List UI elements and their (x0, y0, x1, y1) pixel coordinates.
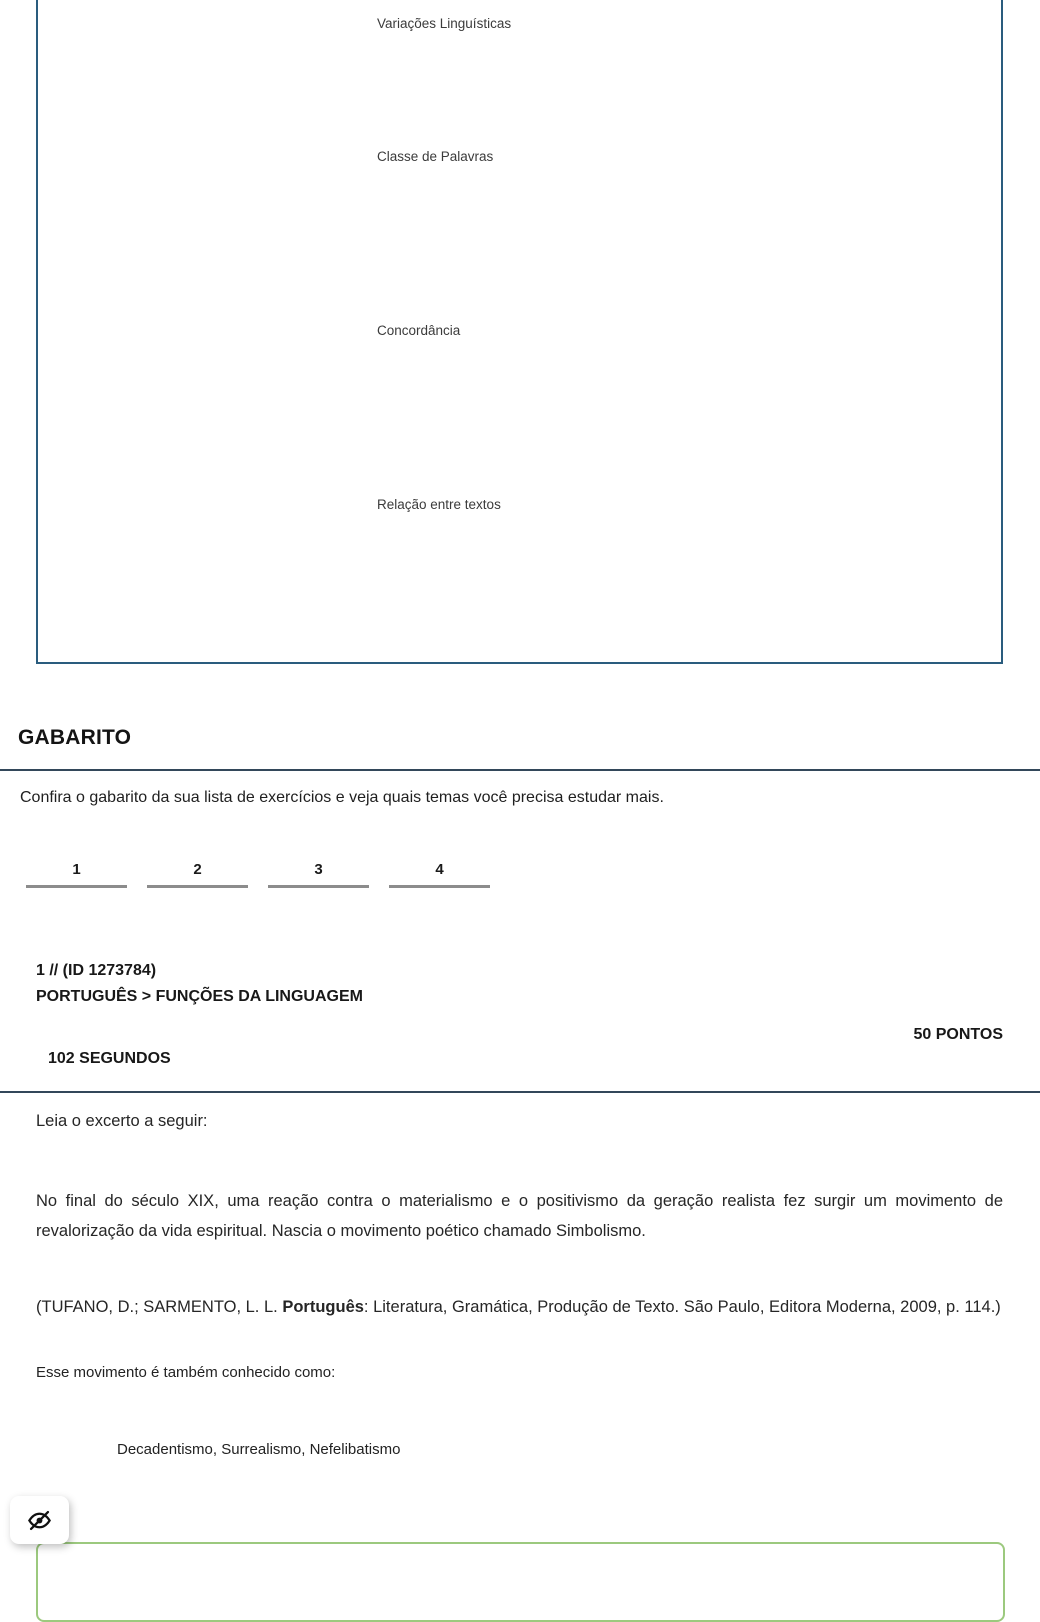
question-prompt: Esse movimento é também conhecido como: (36, 1364, 336, 1381)
gabarito-description: Confira o gabarito da sua lista de exercícios e veja quais temas você precisa estudar mais. (20, 789, 664, 806)
topic-label: Concordância (377, 323, 461, 338)
question-excerpt: No final do século XIX, uma reação contra o materialismo e o positivismo da geração realista fez surgir um movimento de revalorização da vida espiritual. Nascia o movimento poético chamado Simbolismo. (36, 1192, 1003, 1240)
question-duration: 102 SEGUNDOS (48, 1050, 171, 1067)
tab-underline (389, 885, 490, 888)
tab-label: 2 (193, 861, 202, 878)
section-divider (0, 1091, 1040, 1093)
question-citation (36, 1292, 1003, 1323)
tab-underline (147, 885, 248, 888)
tab-question-2[interactable] (147, 860, 248, 888)
question-points: 50 PONTOS (913, 1026, 1003, 1043)
question-subject-breadcrumb: PORTUGUÊS > FUNÇÕES DA LINGUAGEM (36, 988, 363, 1005)
question-lead-in: Leia o excerto a seguir: (36, 1112, 208, 1130)
tab-underline (26, 885, 127, 888)
tab-label: 1 (72, 861, 81, 878)
topics-chart-box (36, 0, 1003, 664)
topic-label: Classe de Palavras (377, 149, 494, 164)
tab-question-3[interactable] (268, 860, 369, 888)
tab-label: 3 (314, 861, 323, 878)
citation-bold-word: Português (282, 1298, 364, 1316)
tab-question-1[interactable] (26, 860, 127, 888)
question-number-id: 1 // (ID 1273784) (36, 962, 157, 979)
answer-keywords: Decadentismo, Surrealismo, Nefelibatismo (117, 1441, 401, 1458)
tab-label: 4 (435, 861, 444, 878)
tab-question-4[interactable] (389, 860, 490, 888)
gabarito-heading: GABARITO (18, 726, 132, 749)
answer-panel (36, 1542, 1005, 1622)
section-divider (0, 769, 1040, 771)
citation-suffix: : Literatura, Gramática, Produção de Texto. São Paulo, Editora Moderna, 2009, p. 114.) (363, 1298, 1001, 1316)
topic-label: Variações Linguísticas (377, 16, 512, 31)
topic-label: Relação entre textos (377, 497, 501, 512)
question-tabs (26, 860, 490, 888)
citation-prefix: (TUFANO, D.; SARMENTO, L. L. (36, 1298, 283, 1316)
tab-underline (268, 885, 369, 888)
eye-off-icon (26, 1507, 53, 1534)
hide-answer-button[interactable] (10, 1496, 69, 1544)
